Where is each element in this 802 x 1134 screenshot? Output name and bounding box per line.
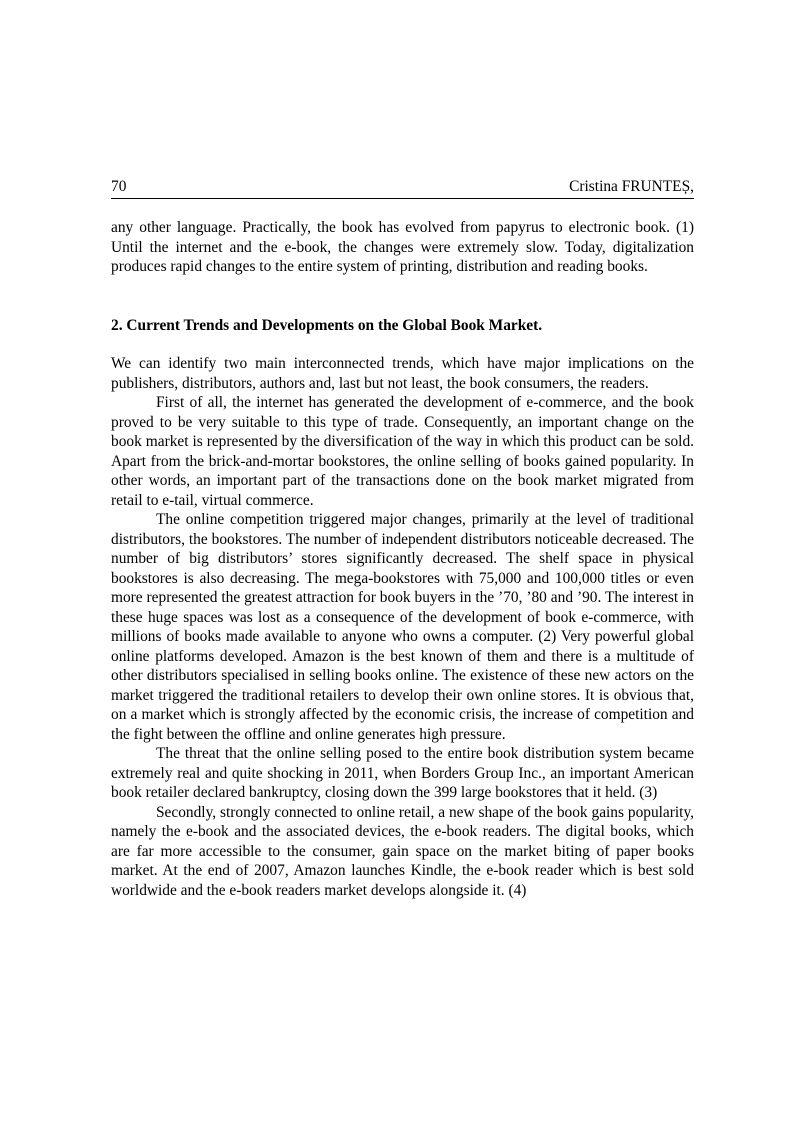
section-paragraph-4: The threat that the online selling posed to the entire book distribution system became extremely real and quite shocking in 2011, when Borders Group Inc., an important American book retailer declared bankruptcy, closing down the 399 large bookstores that it held. (3) [111,745,694,801]
running-header [111,178,694,199]
page-number: 70 [111,178,127,195]
section-paragraph-3: The online competition triggered major changes, primarily at the level of traditional distributors, the bookstores. The number of independent distributors noticeable decreased. The number of big distributors’ stores significantly decreased. The shelf space in physical bookstores is also decreasing. The mega-bookstores with 75,000 and 100,000 titles or even more represented the greatest attraction for book buyers in the ’70, ’80 and ’90. The interest in these huge spaces was lost as a consequence of the development of book e-commerce, with millions of books made available to anyone who owns a computer. (2) Very powerful global online platforms developed. Amazon is the best known of them and there is a multitude of other distributors specialised in selling books online. The existence of these new actors on the market triggered the traditional retailers to develop their own online stores. It is obvious that, on a market which is strongly affected by the economic crisis, the increase of competition and the fight between the offline and online generates high pressure. [111,511,694,743]
running-header-author: Cristina FRUNTEȘ, [569,178,694,195]
section-paragraph-2: First of all, the internet has generated the development of e-commerce, and the book proved to be very suitable to this type of trade. Consequently, an important change on the book market is represented by the diversification of the way in which this product can be sold. Apart from the brick-and-mortar bookstores, the online selling of books gained popularity. In other words, an important part of the transactions done on the book market migrated from retail to e-tail, virtual commerce. [111,394,694,509]
page-content [111,178,694,900]
section-heading: 2. Current Trends and Developments on the Global Book Market. [111,316,543,334]
section-paragraph-5: Secondly, strongly connected to online retail, a new shape of the book gains popularity, namely the e-book and the associated devices, the e-book readers. The digital books, which are far more accessible to the consumer, gain space on the market biting of paper books market. At the end of 2007, Amazon launches Kindle, the e-book reader which is best sold worldwide and the e-book readers market develops alongside it. (4) [111,803,694,899]
intro-paragraph: any other language. Practically, the book has evolved from papyrus to electronic book. (1) Until the internet and the e-book, the changes were extremely slow. Today, digitalization produces rapid changes to the entire system of printing, distribution and reading books. [111,219,694,275]
section-paragraph-1: We can identify two main interconnected trends, which have major implications on the publishers, distributors, authors and, last but not least, the book consumers, the readers. [111,355,694,392]
